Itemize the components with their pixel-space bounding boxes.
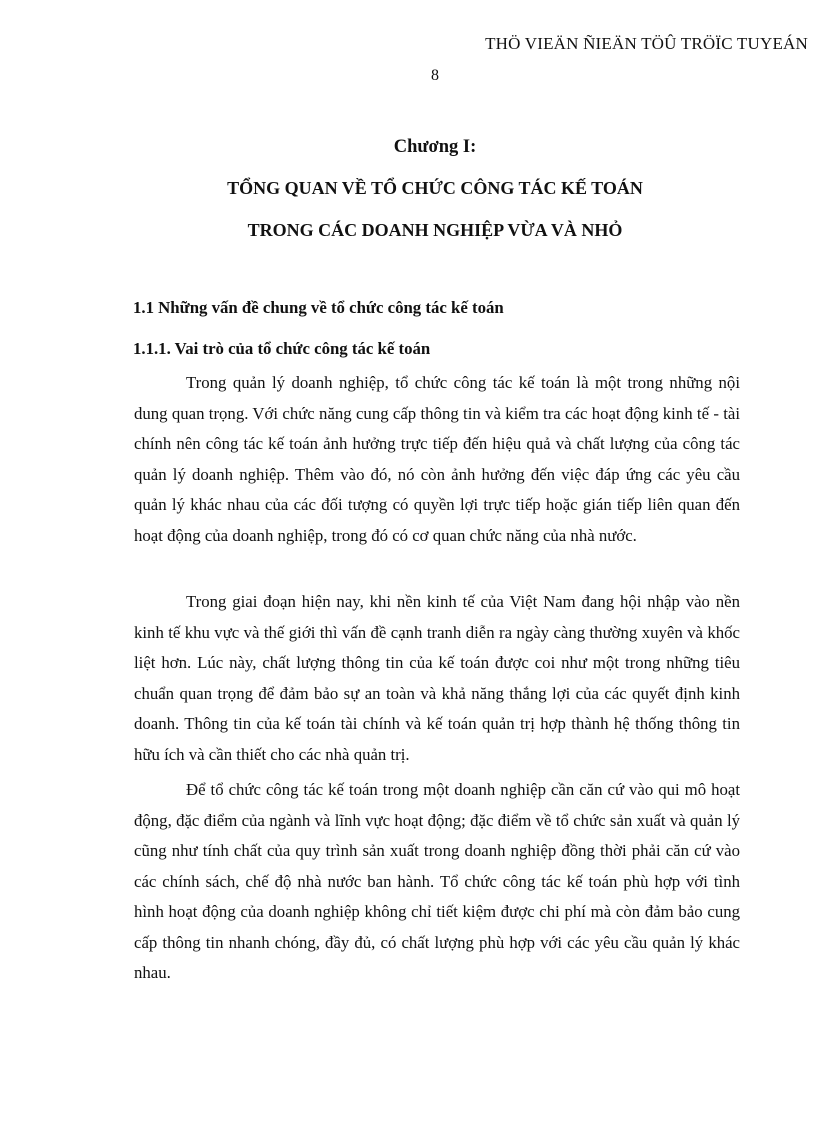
body-paragraph-3: Để tổ chức công tác kế toán trong một doanh nghiệp cần căn cứ vào qui mô hoạt động, đặc điểm của ngành và lĩnh vực hoạt động; đặc điểm về tổ chức sản xuất và quản lý cũng như tính chất của quy trình sản xuất trong doanh nghiệp đồng thời phải căn cứ vào các chính sách, chế độ nhà nước ban hành. Tổ chức công tác kế toán phù hợp với tình hình hoạt động của doanh nghiệp không chỉ tiết kiệm được chi phí mà còn đảm bảo cung cấp thông tin nhanh chóng, đầy đủ, có chất lượng phù hợp với các yêu cầu quản lý khác nhau. <box>134 780 740 982</box>
chapter-title-line-2: TRONG CÁC DOANH NGHIỆP VỪA VÀ NHỎ <box>247 220 623 240</box>
section-heading-1-1-1: 1.1.1. Vai trò của tổ chức công tác kế toán <box>133 339 431 358</box>
body-paragraph-2: Trong giai đoạn hiện nay, khi nền kinh tế của Việt Nam đang hội nhập vào nền kinh tế khu vực và thế giới thì vấn đề cạnh tranh diễn ra ngày càng thường xuyên và khốc liệt hơn. Lúc này, chất lượng thông tin của kế toán được coi như một trong những tiêu chuẩn quan trọng để đảm bảo sự an toàn và khả năng thắng lợi của các quyết định kinh doanh. Thông tin của kế toán tài chính và kế toán quản trị hợp thành hệ thống thông tin hữu ích và cần thiết cho các nhà quản trị. <box>134 592 740 764</box>
running-header: THÖ VIEÄN ÑIEÄN TÖÛ TRÖÏC TUYEÁN <box>485 34 808 53</box>
page-number: 8 <box>431 67 439 84</box>
body-paragraph-1: Trong quản lý doanh nghiệp, tổ chức công tác kế toán là một trong những nội dung quan trọng. Với chức năng cung cấp thông tin và kiểm tra các hoạt động kinh tế - tài chính nên công tác kế toán ảnh hưởng trực tiếp đến hiệu quả và chất lượng của công tác quản lý doanh nghiệp. Thêm vào đó, nó còn ảnh hưởng đến việc đáp ứng các yêu cầu quản lý khác nhau của các đối tượng có quyền lợi trực tiếp hoặc gián tiếp liên quan đến hoạt động của doanh nghiệp, trong đó có cơ quan chức năng của nhà nước. <box>134 373 740 545</box>
chapter-label: Chương I: <box>393 137 477 157</box>
section-heading-1-1: 1.1 Những vấn đề chung về tổ chức công tác kế toán <box>133 298 504 317</box>
chapter-title-line-1: TỔNG QUAN VỀ TỔ CHỨC CÔNG TÁC KẾ TOÁN <box>227 178 643 198</box>
